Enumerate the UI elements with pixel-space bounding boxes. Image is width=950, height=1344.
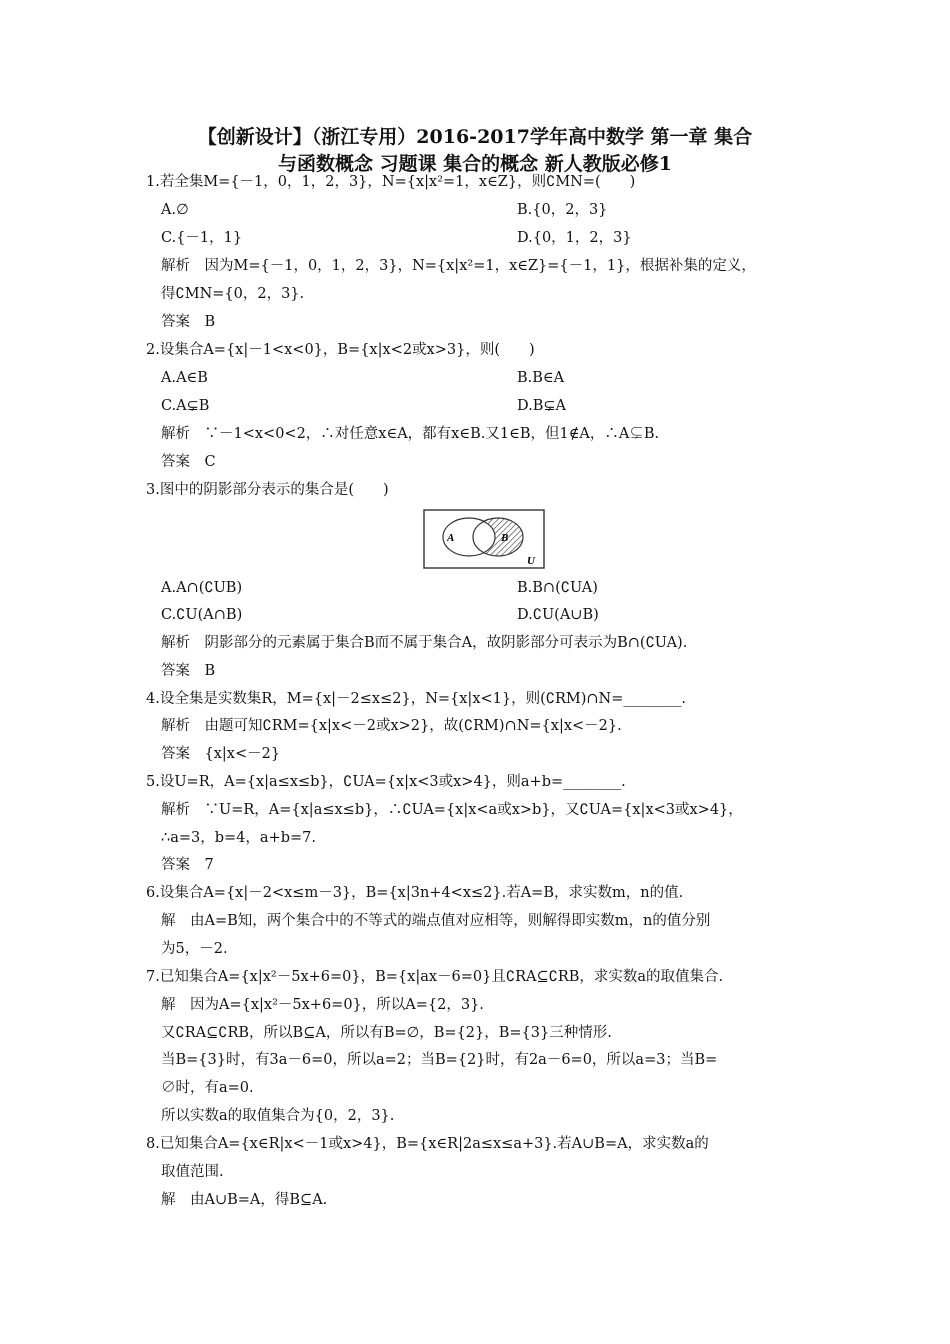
q2-option-d: D.B⊊A (517, 398, 566, 414)
q5-analysis-2: ∴a=3，b=4，a+b=7. (161, 830, 316, 846)
q6-stem: 6.设集合A={x|－2<x≤m－3}，B={x|3n+4<x≤2}.若A=B，求实数m，n的值. (146, 885, 684, 901)
q5-analysis-1: 解析 ∵U=R，A={x|a≤x≤b}，∴∁UA={x|x<a或x>b}，又∁UA={x|x<3或x>4}， (161, 802, 743, 818)
q1-option-a: A.∅ (161, 202, 189, 218)
q3-option-d: D.∁U(A∪B) (517, 607, 599, 623)
q3-option-a: A.A∩(∁UB) (161, 580, 243, 596)
q3-answer: 答案 B (161, 663, 216, 679)
q8-stem-1: 8.已知集合A={x∈R|x<－1或x>4}，B={x∈R|2a≤x≤a+3}.若A∪B=A，求实数a的 (146, 1136, 709, 1152)
q1-option-d: D.{0，1，2，3} (517, 230, 632, 246)
document-title (130, 124, 820, 178)
q7-solution-4: ∅时，有a=0. (161, 1080, 254, 1096)
q2-stem: 2.设集合A={x|－1<x<0}，B={x|x<2或x>3}，则( ) (146, 342, 535, 358)
q5-stem: 5.设U=R，A={x|a≤x≤b}，∁UA={x|x<3或x>4}，则a+b=________. (146, 774, 626, 790)
q8-stem-2: 取值范围. (161, 1164, 224, 1180)
q7-solution-5: 所以实数a的取值集合为{0，2，3}. (161, 1108, 395, 1124)
q1-stem: 1.若全集M={－1，0，1，2，3}，N={x|x²=1，x∈Z}，则∁MN=( ) (146, 174, 636, 190)
venn-label-b: B (501, 532, 509, 544)
q7-solution-1: 解 因为A={x|x²－5x+6=0}，所以A={2，3}. (161, 997, 484, 1013)
venn-label-u: U (527, 555, 535, 567)
q7-solution-2: 又∁RA⊆∁RB，所以B⊆A，所以有B=∅，B={2}，B={3}三种情形. (161, 1025, 612, 1041)
q8-solution-1: 解 由A∪B=A，得B⊆A. (161, 1192, 328, 1208)
q3-analysis: 解析 阴影部分的元素属于集合B而不属于集合A，故阴影部分可表示为B∩(∁UA). (161, 635, 688, 651)
q2-option-c: C.A⊊B (161, 398, 210, 414)
q6-solution-1: 解 由A=B知，两个集合中的不等式的端点值对应相等，则解得即实数m，n的值分别 (161, 913, 711, 929)
q4-analysis: 解析 由题可知∁RM={x|x<－2或x>2}，故(∁RM)∩N={x|x<－2}. (161, 718, 622, 734)
q3-option-c: C.∁U(A∩B) (161, 607, 243, 623)
q7-stem: 7.已知集合A={x|x²－5x+6=0}，B={x|ax－6=0}且∁RA⊆∁RB，求实数a的取值集合. (146, 969, 724, 985)
q4-stem: 4.设全集是实数集R，M={x|－2≤x≤2}，N={x|x<1}，则(∁RM)∩N=________. (146, 691, 686, 707)
q5-answer: 答案 7 (161, 857, 214, 873)
venn-label-a: A (447, 532, 455, 544)
q2-analysis: 解析 ∵－1<x<0<2，∴对任意x∈A，都有x∈B.又1∈B，但1∉A，∴A⊊B. (161, 426, 660, 442)
q1-analysis-2: 得∁MN={0，2，3}. (161, 286, 305, 302)
title-line-2: 与函数概念 习题课 集合的概念 新人教版必修1 (277, 153, 673, 175)
q7-solution-3: 当B={3}时，有3a－6=0，所以a=2；当B={2}时，有2a－6=0，所以a=3；当B= (161, 1052, 718, 1068)
q1-answer: 答案 B (161, 314, 216, 330)
q1-analysis-1: 解析 因为M={－1，0，1，2，3}，N={x|x²=1，x∈Z}={－1，1}，根据补集的定义， (161, 258, 756, 274)
q2-answer: 答案 C (161, 454, 216, 470)
q2-option-a: A.A∈B (161, 370, 208, 386)
venn-diagram (423, 509, 545, 569)
universal-set-box (424, 510, 544, 568)
q1-option-b: B.{0，2，3} (517, 202, 608, 218)
q1-option-c: C.{－1，1} (161, 230, 243, 246)
q3-option-b: B.B∩(∁UA) (517, 580, 598, 596)
q6-solution-2: 为5，－2. (161, 941, 228, 957)
title-line-1: 【创新设计】（浙江专用）2016-2017学年高中数学 第一章 集合 (197, 126, 753, 148)
q2-option-b: B.B∈A (517, 370, 565, 386)
q4-answer: 答案 {x|x<－2} (161, 746, 281, 762)
q3-stem: 3.图中的阴影部分表示的集合是( ) (146, 482, 389, 498)
